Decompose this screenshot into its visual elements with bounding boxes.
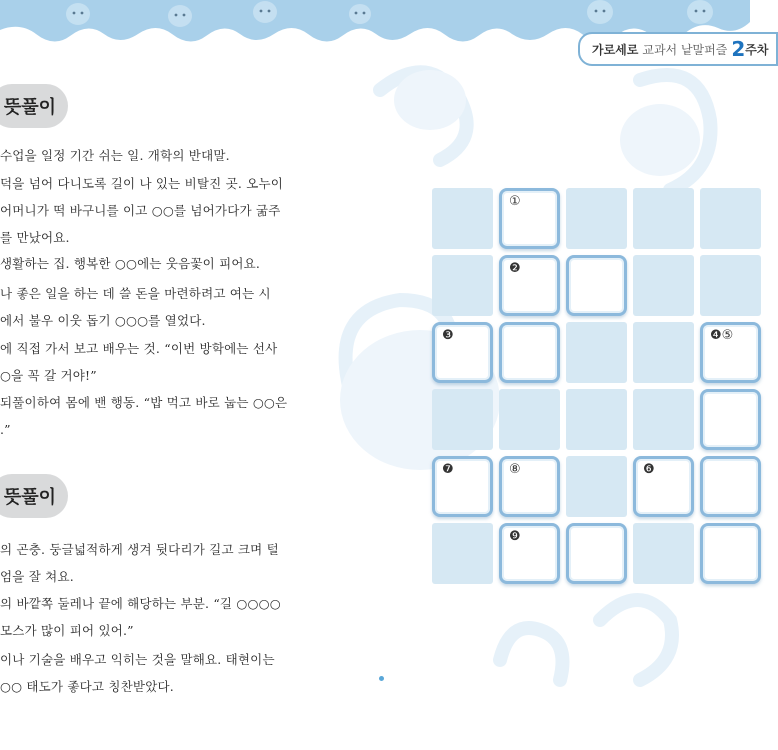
answer-cell[interactable] (566, 255, 627, 316)
answer-cell[interactable] (700, 456, 761, 517)
down-clue-2 (0, 590, 330, 644)
answer-cell[interactable] (700, 523, 761, 584)
clue-line: 에 직접 가서 보고 배우는 것. “이번 방학에는 선사 (0, 341, 278, 356)
answer-cell[interactable] (633, 456, 694, 517)
clue-line: 의 곤충. 둥글넓적하게 생겨 뒷다리가 길고 크며 털 (0, 542, 279, 557)
blank-cell (633, 255, 694, 316)
clue-line: 의 바깥쪽 둘레나 끝에 해당하는 부분. “길 ○○○○ (0, 596, 281, 611)
clue-line: 수업을 일정 기간 쉬는 일. 개학의 반대말. (0, 148, 230, 163)
blank-cell (499, 389, 560, 450)
answer-cell[interactable] (432, 322, 493, 383)
answer-cell[interactable] (566, 523, 627, 584)
blank-cell (633, 322, 694, 383)
blank-cell (432, 255, 493, 316)
week-number: 2 (731, 37, 746, 61)
down-clues-heading: 뜻풀이 (0, 474, 68, 518)
clue-line: ○○ 태도가 좋다고 칭찬받았다. (0, 679, 174, 694)
blank-cell (700, 255, 761, 316)
answer-cell[interactable] (700, 322, 761, 383)
header-tab-prefix: 가로세로 (592, 42, 639, 57)
clue-line: 엄을 잘 쳐요. (0, 569, 74, 584)
blank-cell (566, 456, 627, 517)
clue-line: 이나 기술을 배우고 익히는 것을 말해요. 태현이는 (0, 652, 275, 667)
clue-line: ○을 꼭 갈 거야!” (0, 368, 97, 383)
blank-cell (432, 188, 493, 249)
clue-number: ❾ (509, 529, 521, 544)
clue-line: 어머니가 떡 바구니를 이고 ○○를 넘어가다가 굶주 (0, 203, 281, 218)
clue-line: 모스가 많이 피어 있어.” (0, 623, 134, 638)
clue-number: ⑧ (509, 462, 521, 477)
clue-line: .” (0, 422, 11, 437)
blank-cell (633, 188, 694, 249)
answer-cell[interactable] (499, 456, 560, 517)
blank-cell (633, 523, 694, 584)
clue-line: 에서 불우 이웃 돕기 ○○○를 열었다. (0, 313, 206, 328)
clue-line: 덕을 넘어 다니도록 길이 나 있는 비탈진 곳. 오누이 (0, 176, 284, 191)
blank-cell (633, 389, 694, 450)
answer-cell[interactable] (700, 389, 761, 450)
page-dot-marker (379, 676, 384, 681)
clue-line: 생활하는 집. 행복한 ○○에는 웃음꽃이 피어요. (0, 256, 261, 271)
blank-cell (566, 188, 627, 249)
clue-number: ① (509, 194, 521, 209)
blank-cell (700, 188, 761, 249)
clue-number: ❻ (643, 462, 655, 477)
across-clue-6 (0, 389, 330, 443)
clue-number: ❸ (442, 328, 454, 343)
across-clue-3 (0, 250, 330, 277)
clue-line: 나 좋은 일을 하는 데 쓸 돈을 마련하려고 여는 시 (0, 286, 271, 301)
blank-cell (566, 322, 627, 383)
answer-cell[interactable] (499, 322, 560, 383)
answer-cell[interactable] (432, 456, 493, 517)
header-tab-title: 교과서 낱말퍼즐 (642, 42, 728, 57)
clue-number: ❹⑤ (710, 328, 734, 343)
across-clues-heading: 뜻풀이 (0, 84, 68, 128)
clue-number: ❷ (509, 261, 521, 276)
answer-cell[interactable] (499, 523, 560, 584)
clue-line: 를 만났어요. (0, 230, 70, 245)
across-clue-2 (0, 170, 330, 251)
blank-cell (432, 523, 493, 584)
down-clue-1 (0, 536, 330, 590)
across-clue-1 (0, 142, 330, 169)
clue-number: ❼ (442, 462, 454, 477)
across-clue-4 (0, 280, 330, 334)
clue-line: 되풀이하여 몸에 밴 행동. “밥 먹고 바로 눕는 ○○은 (0, 395, 288, 410)
answer-cell[interactable] (499, 188, 560, 249)
answer-cell[interactable] (499, 255, 560, 316)
blank-cell (566, 389, 627, 450)
week-suffix: 주차 (745, 42, 769, 57)
blank-cell (432, 389, 493, 450)
across-clue-5 (0, 335, 330, 389)
down-clue-3 (0, 646, 330, 700)
